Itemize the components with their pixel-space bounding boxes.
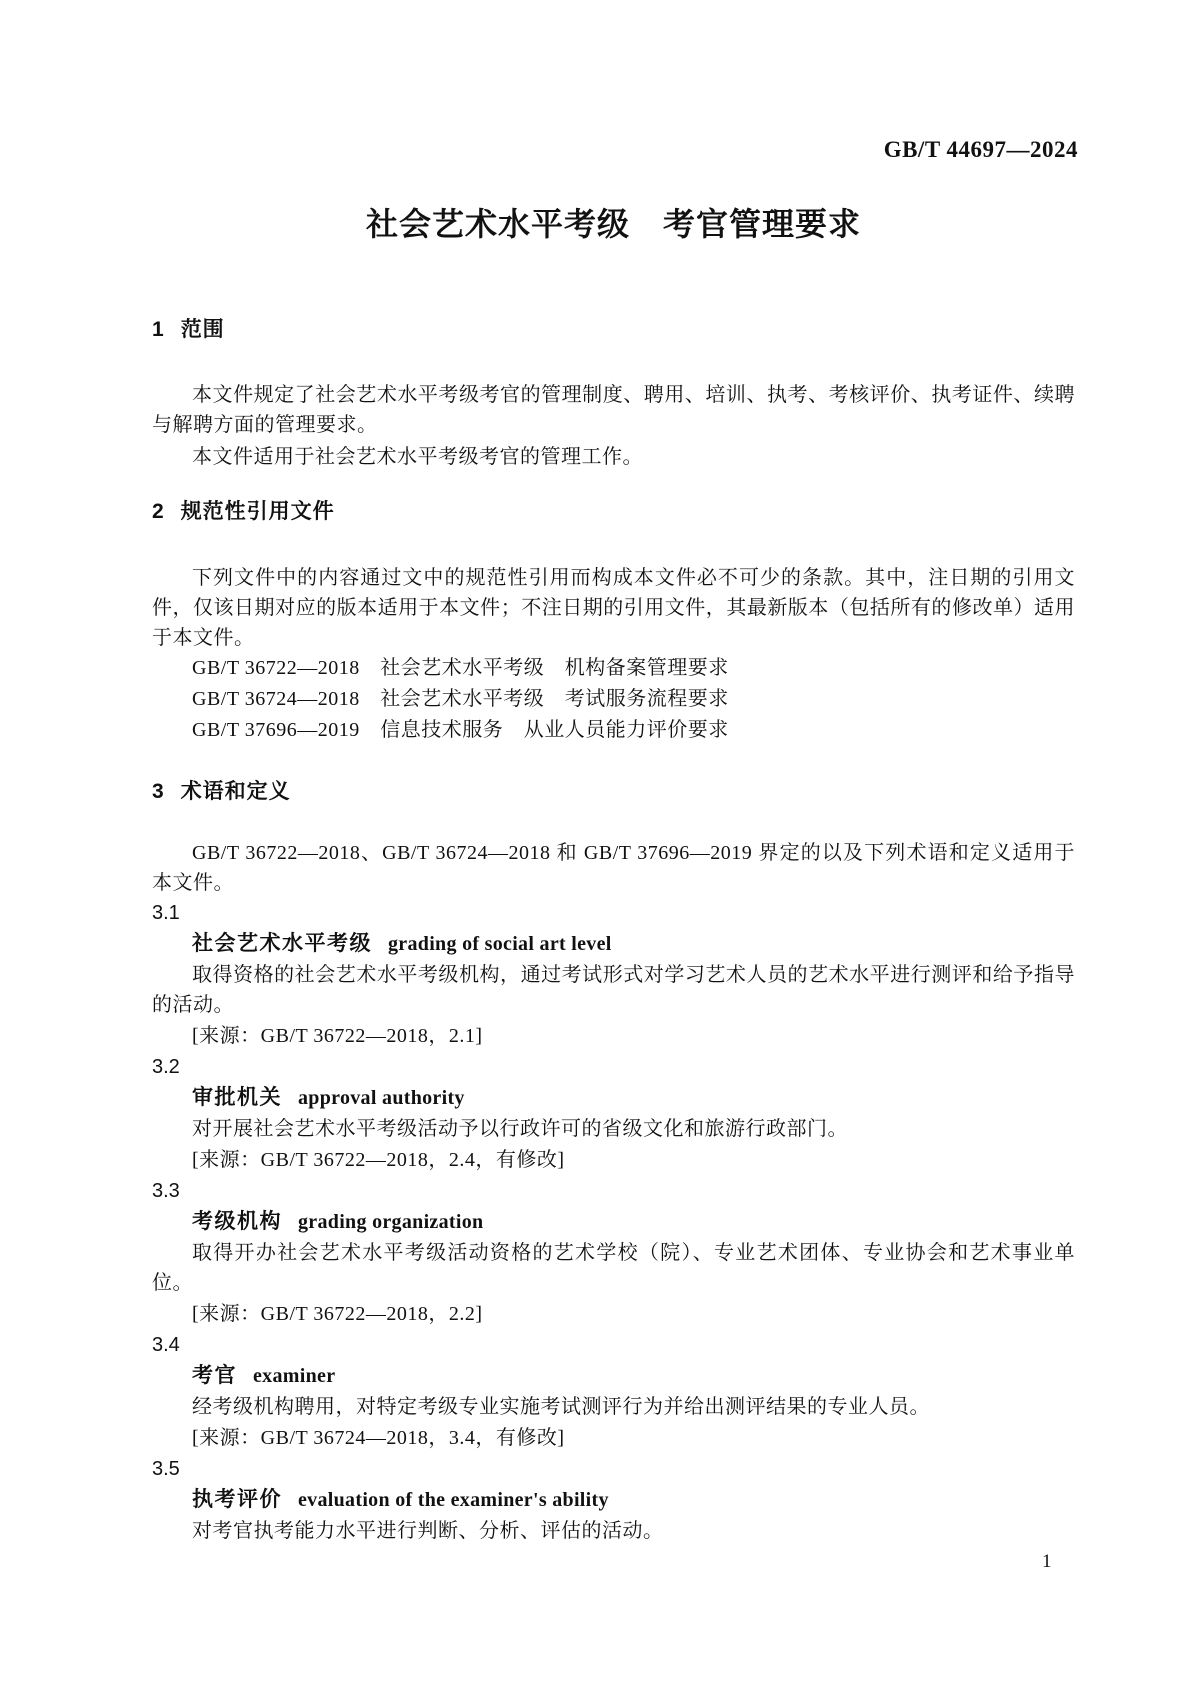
term-line (152, 1083, 1075, 1113)
term-source: [来源：GB/T 36722—2018，2.2] (192, 1303, 483, 1325)
document-content (152, 315, 1075, 1547)
section-title: 范围 (180, 318, 225, 341)
term-zh: 执考评价 (192, 1488, 282, 1511)
reference-item: GB/T 37696—2019 信息技术服务 从业人员能力评价要求 (192, 719, 729, 741)
reference-item: GB/T 36722—2018 社会艺术水平考级 机构备案管理要求 (192, 657, 729, 679)
clause-number: 3.4 (152, 1334, 180, 1356)
section-title: 规范性引用文件 (180, 500, 335, 523)
doc-code: GB/T 44697—2024 (883, 137, 1078, 162)
paragraph: 本文件规定了社会艺术水平考级考官的管理制度、聘用、培训、执考、考核评价、执考证件、续聘与解聘方面的管理要求。 (152, 384, 1075, 436)
term-source: [来源：GB/T 36722—2018，2.1] (192, 1025, 483, 1047)
term-source: [来源：GB/T 36722—2018，2.4，有修改] (192, 1149, 565, 1171)
section-number: 3 (152, 780, 164, 803)
term-en: evaluation of the examiner's ability (298, 1489, 609, 1511)
page-number: 1 (1042, 1551, 1052, 1572)
term-en: approval authority (298, 1087, 465, 1109)
paragraph: GB/T 36722—2018、GB/T 36724—2018 和 GB/T 37696—2019 界定的以及下列术语和定义适用于本文件。 (152, 842, 1075, 894)
term-definition: 经考级机构聘用，对特定考级专业实施考试测评行为并给出测评结果的专业人员。 (192, 1396, 930, 1418)
term-zh: 考级机构 (192, 1210, 282, 1233)
term-source: [来源：GB/T 36724—2018，3.4，有修改] (192, 1427, 565, 1449)
clause-number: 3.2 (152, 1056, 180, 1078)
term-line (152, 929, 1075, 959)
section-title: 术语和定义 (180, 780, 291, 803)
section-number: 2 (152, 500, 164, 523)
section-number: 1 (152, 318, 164, 341)
section-2-heading (152, 497, 1075, 527)
clause-number: 3.3 (152, 1180, 180, 1202)
doc-title: 社会艺术水平考级 考官管理要求 (365, 206, 861, 242)
clause-number: 3.1 (152, 902, 180, 924)
term-en: examiner (253, 1365, 336, 1387)
reference-item: GB/T 36724—2018 社会艺术水平考级 考试服务流程要求 (192, 688, 729, 710)
term-zh: 考官 (192, 1364, 237, 1387)
term-zh: 社会艺术水平考级 (192, 932, 372, 955)
term-definition: 对考官执考能力水平进行判断、分析、评估的活动。 (192, 1520, 664, 1542)
term-zh: 审批机关 (192, 1086, 282, 1109)
term-definition: 对开展社会艺术水平考级活动予以行政许可的省级文化和旅游行政部门。 (192, 1118, 848, 1140)
paragraph: 本文件适用于社会艺术水平考级考官的管理工作。 (192, 446, 643, 468)
term-definition: 取得开办社会艺术水平考级活动资格的艺术学校（院）、专业艺术团体、专业协会和艺术事业单位。 (152, 1242, 1075, 1294)
section-1-heading (152, 315, 1075, 345)
section-3-heading (152, 777, 1075, 807)
term-line (152, 1485, 1075, 1515)
term-en: grading organization (298, 1211, 484, 1233)
term-line (152, 1361, 1075, 1391)
term-line (152, 1207, 1075, 1237)
clause-number: 3.5 (152, 1458, 180, 1480)
term-en: grading of social art level (388, 933, 612, 955)
term-definition: 取得资格的社会艺术水平考级机构，通过考试形式对学习艺术人员的艺术水平进行测评和给予指导的活动。 (152, 964, 1075, 1016)
paragraph: 下列文件中的内容通过文中的规范性引用而构成本文件必不可少的条款。其中，注日期的引用文件，仅该日期对应的版本适用于本文件；不注日期的引用文件，其最新版本（包括所有的修改单）适用于本文件。 (152, 567, 1075, 649)
